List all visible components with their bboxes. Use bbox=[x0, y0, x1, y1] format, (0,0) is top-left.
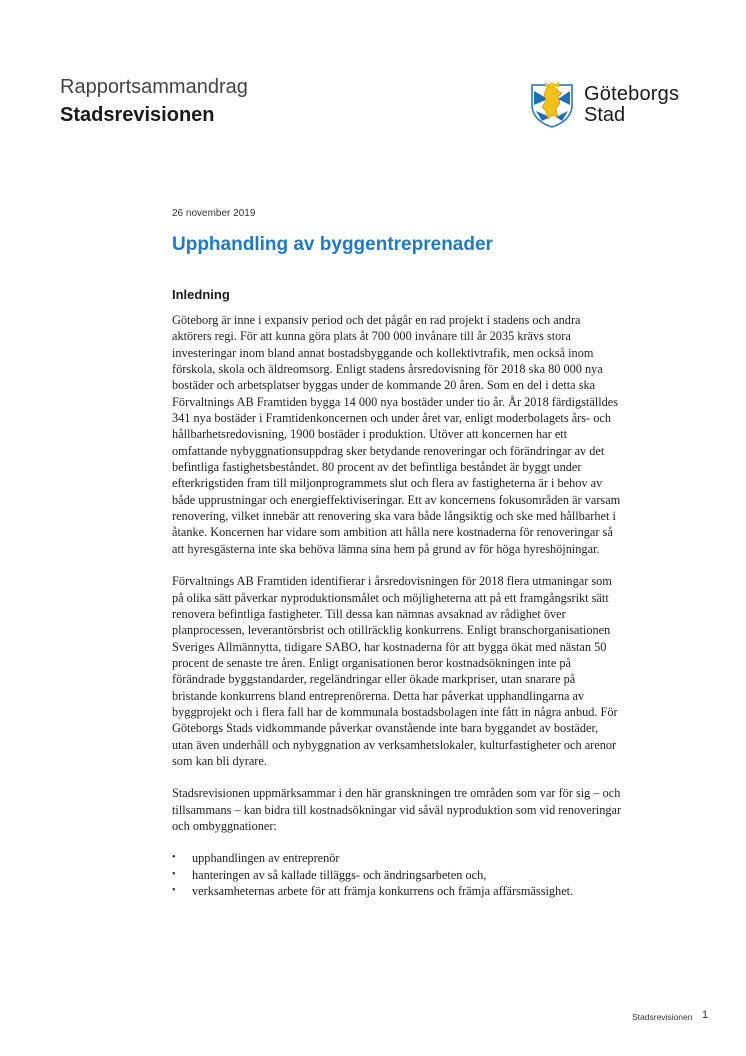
list-item: • verksamheternas arbete för att främja konkurrens och främja affärsmässighet. bbox=[172, 883, 622, 899]
bullet-list bbox=[172, 850, 622, 899]
section-heading: Inledning bbox=[172, 287, 230, 302]
list-item: • hanteringen av så kallade tilläggs- och ändringsarbeten och, bbox=[172, 867, 622, 883]
logo-text-line1: Göteborgs bbox=[584, 83, 680, 105]
report-kind: Rapportsammandrag bbox=[60, 76, 248, 98]
logo-text-line2: Stad bbox=[584, 104, 626, 126]
list-item: • upphandlingen av entreprenör bbox=[172, 850, 622, 866]
report-unit: Stadsrevisionen bbox=[60, 104, 215, 126]
goteborgs-stad-logo bbox=[528, 79, 688, 129]
document-body bbox=[172, 312, 622, 899]
paragraph: Förvaltnings AB Framtiden identifierar i årsredovisningen för 2018 flera utmaningar som på olika sätt påverkar nyproduktionsmålet och möjligheterna att på ett framgångsrikt sätt renovera befintliga fastigheter. Till dessa kan nämnas avsaknad av rådighet över planprocessen, leverantörsbrist och otillräcklig konkurrens. Enligt branschorganisationen Sveriges Allmännytta, tidigare SABO, har kostnaderna för att bygga ökat med nästan 50 procent de senaste tre åren. Enligt organisationen beror kostnadsökningen inte på förändrade byggstandarder, regeländringar eller ökade markpriser, utan snarare på bristande konkurrens bland entreprenörerna. Detta har påverkat upphandlingarna av byggprojekt och i flera fall har de kommunala bostadsbolagen inte fått in några anbud. För Göteborgs Stads vidkommande påverkar ovanstående inte bara byggandet av bostäder, utan även underhåll och nybyggnation av verksamhetslokaler, kulturfastigheter och arenor som kan bli dyrare. bbox=[172, 574, 618, 768]
page-number: 1 bbox=[702, 1009, 709, 1021]
document-title: Upphandling av byggentreprenader bbox=[172, 234, 493, 255]
paragraph: Stadsrevisionen uppmärksammar i den här granskningen tre områden som var för sig – och tillsammans – kan bidra till kostnadsökningar vid såväl nyproduktion som vid renoveringar och ombyggnationer: bbox=[172, 786, 622, 833]
paragraph: Göteborg är inne i expansiv period och det pågår en rad projekt i stadens och andra aktörers regi. För att kunna göra plats åt 700 000 invånare till år 2035 krävs stora investeringar inom bland annat bostadsbyggande och kollektivtrafik, men också inom förskola, skola och äldreomsorg. Enligt stadens årsredovisning för 2018 ska 80 000 nya bostäder och arbetsplatser byggas under de kommande 20 åren. Som en del i detta ska Förvaltnings AB Framtiden bygga 14 000 nya bostäder under tio år. År 2018 färdigställdes 341 nya bostäder i Framtidenkoncernen och under året var, enligt moderbolagets års- och hållbarhetsredovisning, 1900 bostäder i produktion. Utöver att koncernen har ett omfattande nybyggnationsuppdrag sker betydande renoveringar och förändringar av det befintliga fastighetsbeståndet. 80 procent av det befintliga beståndet är byggt under efterkrigstiden fram till miljonprogrammets slut och flera av fastigheterna är i behov av både upprustningar och energieffektiviseringar. Ett av koncernens fokusområden är varsam renovering, vilket innebär att renovering ska vara både långsiktig och ske med hållbarhet i åtanke. Koncernen har vidare som ambition att hålla nere kostnaderna för renoveringar så att hyresgästerna inte ska behöva lämna sina hem på grund av för höga hyreshöjningar. bbox=[172, 313, 621, 556]
footer-unit: Stadsrevisionen bbox=[632, 1012, 693, 1022]
document-date: 26 november 2019 bbox=[172, 208, 256, 219]
coat-of-arms-icon bbox=[528, 79, 576, 129]
